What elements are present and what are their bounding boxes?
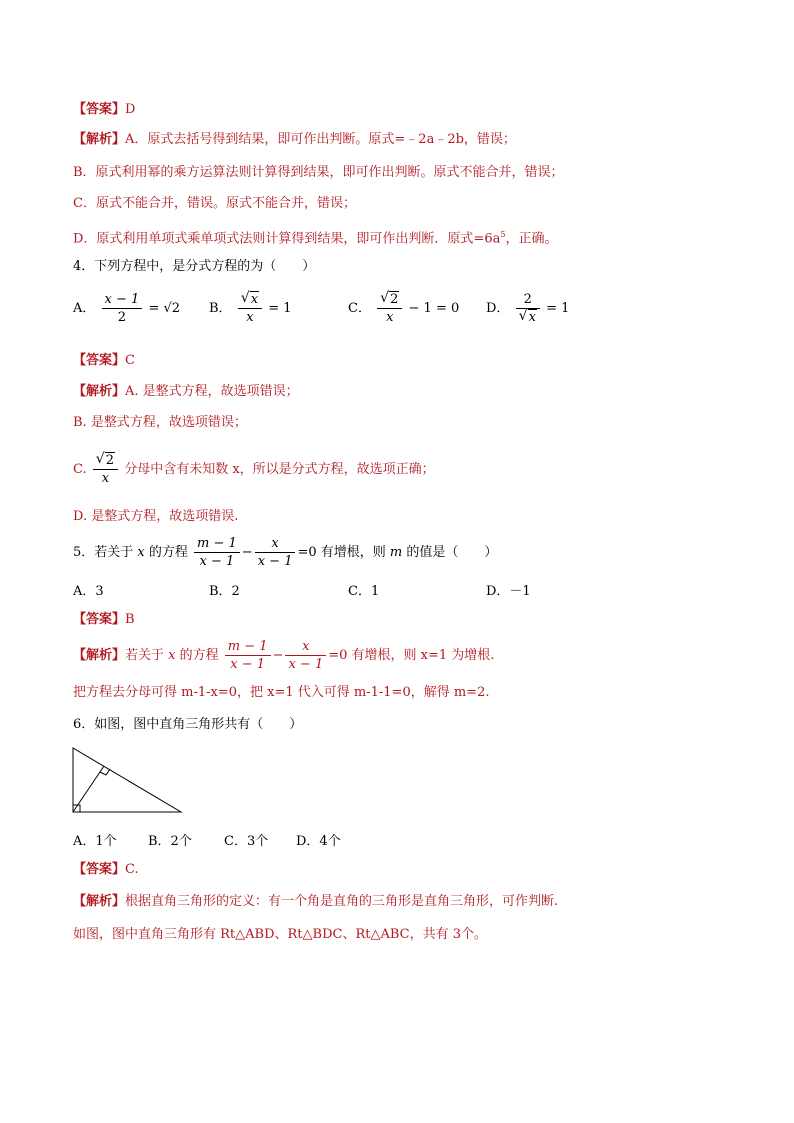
minus-sign: −	[241, 545, 253, 560]
q6-option-b: B．2个	[148, 834, 192, 849]
radicand: 2	[105, 453, 115, 468]
fraction	[285, 639, 326, 672]
analysis-tag: 【解析】	[73, 894, 126, 909]
fraction	[238, 292, 262, 325]
q3-analysis-c: C．原式不能合并，错误。原式不能合并，错误；	[73, 196, 356, 211]
denominator: x − 1	[230, 657, 266, 672]
fraction	[377, 292, 402, 325]
denominator: x − 1	[199, 554, 235, 569]
analysis-tag: 【解析】	[73, 132, 126, 147]
analysis-text: =0 有增根，则 x=1 为增根.	[328, 648, 495, 663]
analysis-text: 的方程	[175, 648, 219, 663]
sqrt-icon: √	[95, 451, 105, 467]
denominator	[516, 309, 540, 325]
q6-analysis-2: 如图，图中直角三角形有 Rt△ABD、Rt△BDC、Rt△ABC，共有 3个。	[73, 927, 487, 942]
fraction	[194, 536, 240, 569]
stem-text: 的方程	[144, 545, 188, 560]
analysis-d-post: ，正确。	[505, 231, 558, 247]
q5-option-b: B．2	[209, 584, 240, 599]
analysis-text: A. 是整式方程，故选项错误；	[125, 384, 299, 399]
answer-tag: 【答案】	[73, 612, 126, 627]
q6-option-d: D．4个	[296, 834, 341, 849]
variable: x	[168, 648, 176, 663]
analysis-tag: 【解析】	[73, 648, 126, 663]
denominator: x	[101, 471, 110, 486]
denominator: x	[246, 310, 254, 325]
q5-option-a: A．3	[73, 584, 104, 599]
denominator: x − 1	[288, 657, 324, 672]
option-label: B．	[209, 301, 232, 316]
right-triangle-figure	[70, 744, 186, 816]
q3-analysis-a	[73, 131, 516, 149]
sqrt-icon: √	[240, 290, 250, 306]
q4-option-c	[348, 292, 459, 325]
q4-analysis-c	[73, 450, 435, 490]
q4-option-d	[486, 292, 569, 325]
q6-option-a: A．1个	[73, 834, 117, 849]
answer-value: D	[125, 102, 136, 117]
stem-text: 5．若关于	[73, 545, 138, 560]
q5-option-c: C．1	[348, 584, 380, 599]
analysis-text: A．原式去括号得到结果，即可作出判断。原式=﹣2a﹣2b，错误；	[125, 132, 516, 147]
q4-analysis-d: D. 是整式方程，故选项错误.	[73, 509, 239, 524]
q5-answer-line	[73, 611, 135, 629]
fraction	[255, 536, 296, 569]
answer-tag: 【答案】	[73, 353, 126, 368]
option-label: C.	[73, 462, 87, 477]
numerator: 2	[516, 292, 540, 309]
radicand: x	[528, 310, 536, 325]
numerator: x	[255, 536, 296, 553]
fraction	[225, 639, 271, 672]
rhs: = √2	[148, 301, 181, 316]
q5-option-d: D．－1	[486, 584, 531, 599]
variable: x	[137, 545, 145, 560]
numerator: m − 1	[225, 639, 271, 656]
numerator	[93, 453, 118, 470]
sqrt-icon: √	[380, 290, 390, 306]
answer-tag: 【答案】	[73, 102, 126, 117]
option-label: A．	[73, 301, 96, 316]
q3-answer-line	[73, 101, 135, 119]
stem-text: 的值是（ ）	[402, 545, 498, 560]
q3-analysis-b: B．原式利用幂的乘方运算法则计算得到结果，即可作出判断。原式不能合并，错误；	[73, 165, 564, 180]
q4-option-b	[209, 292, 291, 325]
fraction	[516, 292, 540, 325]
answer-value: C.	[125, 862, 139, 877]
answer-value: B	[125, 612, 135, 627]
q6-option-c: C．3个	[224, 834, 269, 849]
analysis-d-sup: 5	[500, 230, 506, 239]
radicand: x	[250, 292, 259, 307]
option-label: C．	[348, 301, 371, 316]
q6-answer-line	[73, 861, 139, 879]
fraction	[93, 453, 118, 486]
numerator: x	[285, 639, 326, 656]
option-label: D．	[486, 301, 510, 316]
numerator	[377, 292, 402, 309]
numerator	[238, 292, 262, 309]
variable: m	[389, 545, 403, 560]
q6-stem: 6．如图，图中直角三角形共有（ ）	[73, 717, 303, 732]
q5-analysis-2: 把方程去分母可得 m-1-x=0，把 x=1 代入可得 m-1-1=0，解得 m=2.	[73, 685, 490, 700]
minus-sign: −	[272, 648, 284, 663]
answer-value: C	[125, 353, 135, 368]
answer-tag: 【答案】	[73, 862, 126, 877]
analysis-tag: 【解析】	[73, 384, 126, 399]
triangle-abc	[73, 748, 181, 812]
numerator: m − 1	[194, 536, 240, 553]
radicand: 2	[390, 292, 399, 307]
sqrt-icon: √	[518, 308, 528, 324]
q6-analysis-1	[73, 893, 558, 911]
rhs: = 1	[546, 301, 570, 316]
denominator: x − 1	[257, 554, 293, 569]
q4-stem: 4．下列方程中，是分式方程的为（ ）	[73, 259, 316, 274]
q5-stem	[73, 533, 497, 573]
stem-text: =0 有增根，则	[297, 545, 390, 560]
numerator: x − 1	[102, 292, 143, 309]
rhs: = 1	[268, 301, 292, 316]
q3-analysis-d	[73, 226, 557, 248]
denominator: 2	[117, 310, 127, 325]
q4-analysis-a	[73, 383, 299, 401]
q5-analysis-1	[73, 636, 494, 676]
analysis-d-pre: D．原式利用单项式乘单项式法则计算得到结果，即可作出判断．原式=6a	[73, 231, 501, 247]
q4-answer-line	[73, 352, 135, 370]
fraction	[102, 292, 143, 325]
rhs: − 1 = 0	[408, 301, 460, 316]
denominator: x	[386, 310, 394, 325]
q4-option-a	[73, 292, 180, 325]
q4-analysis-b: B. 是整式方程，故选项错误；	[73, 415, 247, 430]
analysis-text: 分母中含有未知数 x，所以是分式方程，故选项正确；	[124, 462, 435, 477]
analysis-text: 根据直角三角形的定义：有一个角是直角的三角形是直角三角形，可作判断.	[125, 894, 559, 909]
analysis-text: 若关于	[125, 648, 169, 663]
